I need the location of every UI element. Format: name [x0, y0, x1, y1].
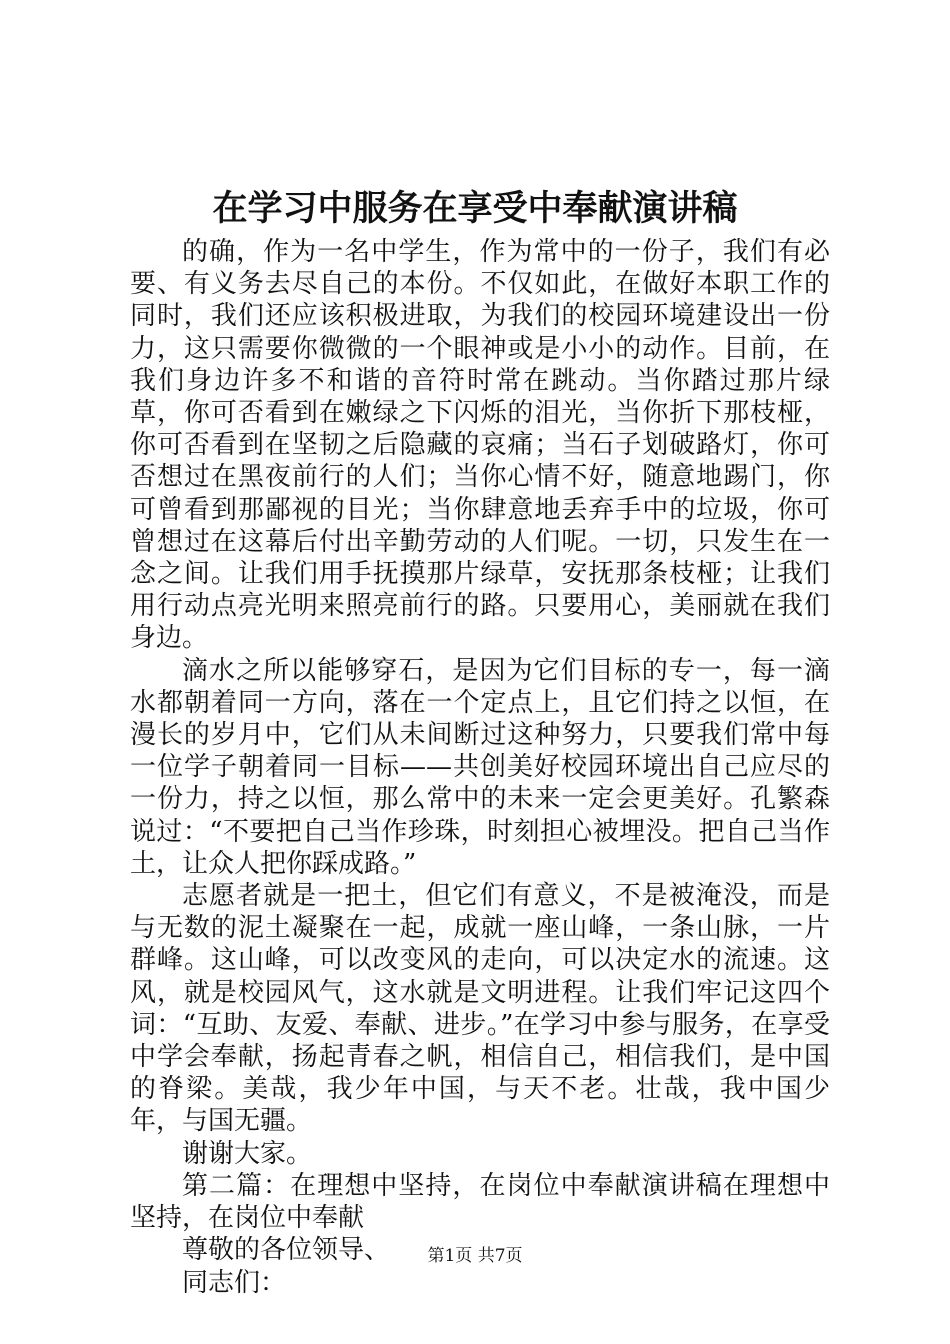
paragraph-second-article-heading: 第二篇：在理想中坚持，在岗位中奉献演讲稿在理想中坚持，在岗位中奉献	[130, 1170, 830, 1234]
paragraph-salutation-leaders: 尊敬的各位领导、	[182, 1235, 391, 1266]
paragraph-thanks: 谢谢大家。	[182, 1138, 313, 1169]
paragraph-3: 志愿者就是一把土，但它们有意义，不是被淹没，而是与无数的泥土凝聚在一起，成就一座山峰，一条山脉，一片群峰。这山峰，可以改变风的走向，可以决定水的流速。这风，就是校园风气，这水就是文明进程。让我们牢记这四个词：“互助、友爱、奉献、进步。”在学习中参与服务，在享受中学会奉献，扬起青春之帆，相信自己，相信我们，是中国的脊梁。美哉，我少年中国，与天不老。壮哉，我中国少年，与国无疆。	[130, 881, 830, 1137]
paragraph-2: 滴水之所以能够穿石，是因为它们目标的专一，每一滴水都朝着同一方向，落在一个定点上，且它们持之以恒，在漫长的岁月中，它们从未间断过这种努力，只要我们常中每一位学子朝着同一目标——共创美好校园环境出自己应尽的一份力，持之以恒，那么常中的未来一定会更美好。孔繁森说过：“不要把自己当作珍珠，时刻担心被埋没。把自己当作土，让众人把你踩成路。”	[130, 655, 830, 879]
page-number-footer: 第1页 共7页	[427, 1246, 523, 1266]
paragraph-salutation-comrades: 同志们：	[182, 1267, 287, 1298]
document-body	[130, 236, 830, 1299]
paragraph-1: 的确，作为一名中学生，作为常中的一份子，我们有必要、有义务去尽自己的本份。不仅如此，在做好本职工作的同时，我们还应该积极进取，为我们的校园环境建设出一份力，这只需要你微微的一个眼神或是小小的动作。目前，在我们身边许多不和谐的音符时常在跳动。当你踏过那片绿草，你可否看到在嫩绿之下闪烁的泪光，当你折下那枝桠，你可否看到在坚韧之后隐藏的哀痛；当石子划破路灯，你可否想过在黑夜前行的人们；当你心情不好，随意地踢门，你可曾看到那鄙视的目光；当你肆意地丢弃手中的垃圾，你可曾想过在这幕后付出辛勤劳动的人们呢。一切，只发生在一念之间。让我们用手抚摸那片绿草，安抚那条枝桠；让我们用行动点亮光明来照亮前行的路。只要用心，美丽就在我们身边。	[130, 237, 830, 654]
document-title: 在学习中服务在享受中奉献演讲稿	[212, 188, 738, 229]
